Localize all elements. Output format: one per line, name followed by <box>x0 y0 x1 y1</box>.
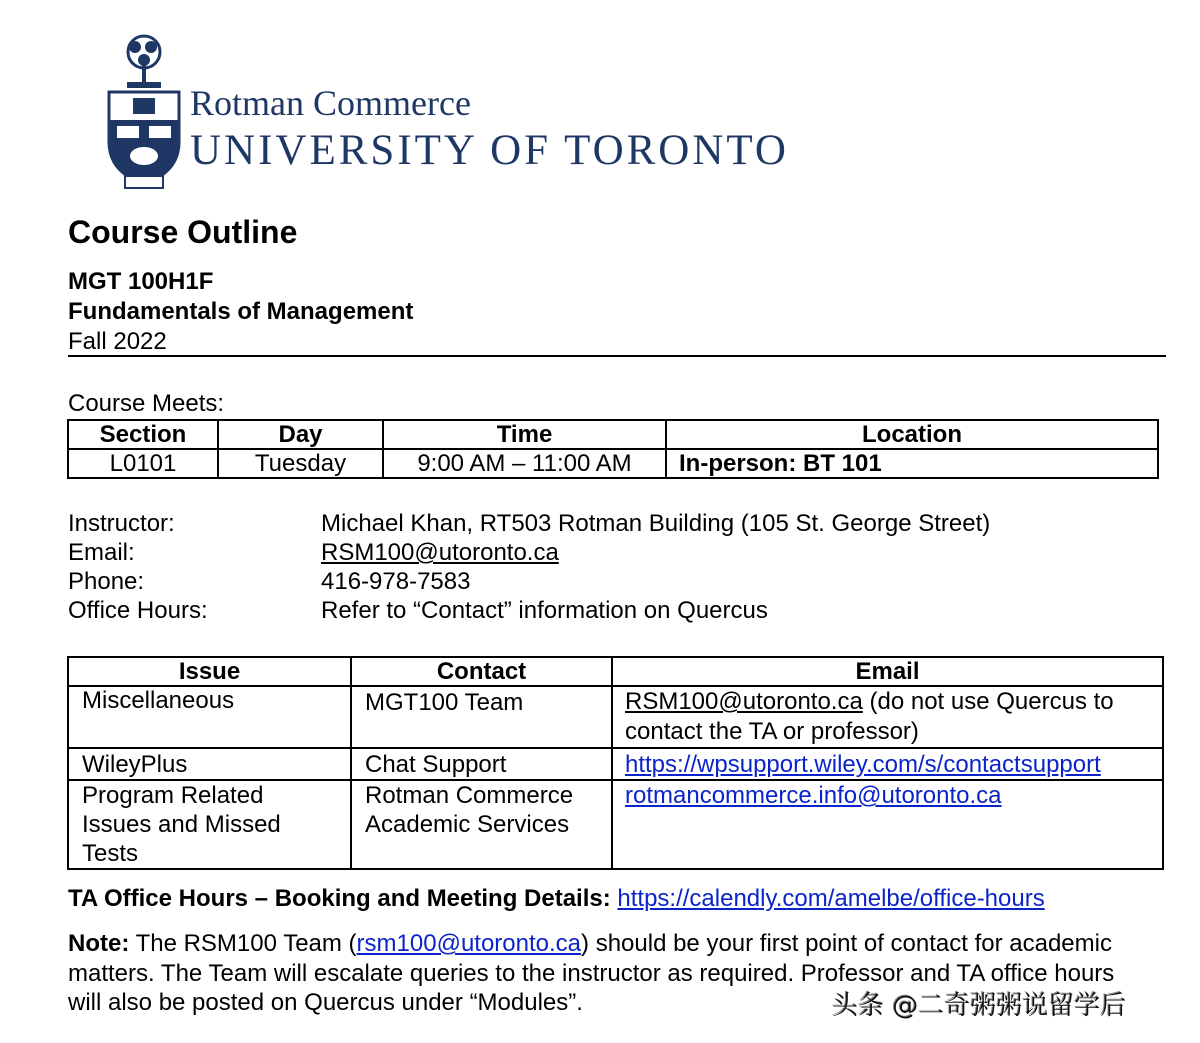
divider <box>68 355 1166 357</box>
page-title: Course Outline <box>68 214 298 250</box>
header-section: Section <box>68 420 218 449</box>
instructor-value: Michael Khan, RT503 Rotman Building (105 St. George Street) <box>321 510 991 537</box>
info-row <box>68 567 990 596</box>
cell-contact: MGT100 Team <box>351 686 612 748</box>
ta-label: TA Office Hours – Booking and Meeting Details: <box>68 885 611 912</box>
wiley-support-link[interactable]: https://wpsupport.wiley.com/s/contactsupport <box>625 751 1101 778</box>
header-contact: Contact <box>351 657 612 686</box>
course-term: Fall 2022 <box>68 328 167 355</box>
cell-day: Tuesday <box>218 449 383 478</box>
note-text: The RSM100 Team ( <box>129 930 357 957</box>
office-hours-value: Refer to “Contact” information on Quercus <box>321 597 768 624</box>
info-label: Phone: <box>68 568 145 595</box>
table-row <box>68 686 1163 748</box>
course-meets-table <box>67 419 1159 479</box>
course-name: Fundamentals of Management <box>68 298 414 325</box>
info-label: Email: <box>68 539 135 566</box>
table-header-row <box>68 657 1163 686</box>
note-email-link[interactable]: rsm100@utoronto.ca <box>356 930 582 957</box>
header-issue: Issue <box>68 657 351 686</box>
university-crest-logo <box>105 32 183 192</box>
table-row <box>68 748 1163 780</box>
rotman-commerce-email-link[interactable]: rotmancommerce.info@utoronto.ca <box>625 782 1002 809</box>
cell-location: In-person: BT 101 <box>666 449 1158 478</box>
cell-contact: Rotman Commerce Academic Services <box>351 780 612 869</box>
email-note: (do not use Quercus to contact the TA or professor) <box>625 688 1114 745</box>
info-row <box>68 509 990 538</box>
logo-rotman-commerce: Rotman Commerce <box>190 83 471 123</box>
info-label: Instructor: <box>68 510 175 537</box>
table-row <box>68 780 1163 869</box>
info-label: Office Hours: <box>68 597 208 624</box>
instructor-info <box>68 509 990 625</box>
cell-email <box>612 780 1163 869</box>
watermark: 头条 @二奇粥粥说留学后 <box>832 991 1127 1021</box>
table-row <box>68 449 1158 478</box>
cell-email <box>612 748 1163 780</box>
note-label: Note: <box>68 930 130 957</box>
header-location: Location <box>666 420 1158 449</box>
phone-value: 416-978-7583 <box>321 568 471 595</box>
note-text: ) should be your first point of contact for academic matters. The Team will escalate queries to the instructor as required. Professor and TA office hours will also be posted on Quercus under “Modules”. <box>68 930 1115 1016</box>
table-header-row <box>68 420 1158 449</box>
header-time: Time <box>383 420 666 449</box>
header-email: Email <box>612 657 1163 686</box>
cell-issue: Program Related Issues and Missed Tests <box>68 780 351 869</box>
course-code: MGT 100H1F <box>68 268 214 295</box>
cell-contact: Chat Support <box>351 748 612 780</box>
info-row <box>68 538 990 567</box>
ta-office-hours <box>68 884 1045 913</box>
cell-time: 9:00 AM – 11:00 AM <box>383 449 666 478</box>
email-link[interactable]: RSM100@utoronto.ca <box>625 688 863 715</box>
cell-section: L0101 <box>68 449 218 478</box>
contacts-table <box>67 656 1164 870</box>
course-meets-label: Course Meets: <box>68 390 225 417</box>
cell-email <box>612 686 1163 748</box>
info-row <box>68 596 990 625</box>
instructor-email-link[interactable]: RSM100@utoronto.ca <box>321 539 559 566</box>
cell-issue: WileyPlus <box>68 748 351 780</box>
calendly-link[interactable]: https://calendly.com/amelbe/office-hours <box>617 885 1045 912</box>
cell-issue: Miscellaneous <box>68 686 351 748</box>
logo-university-of-toronto: UNIVERSITY OF TORONTO <box>190 127 789 174</box>
header-day: Day <box>218 420 383 449</box>
